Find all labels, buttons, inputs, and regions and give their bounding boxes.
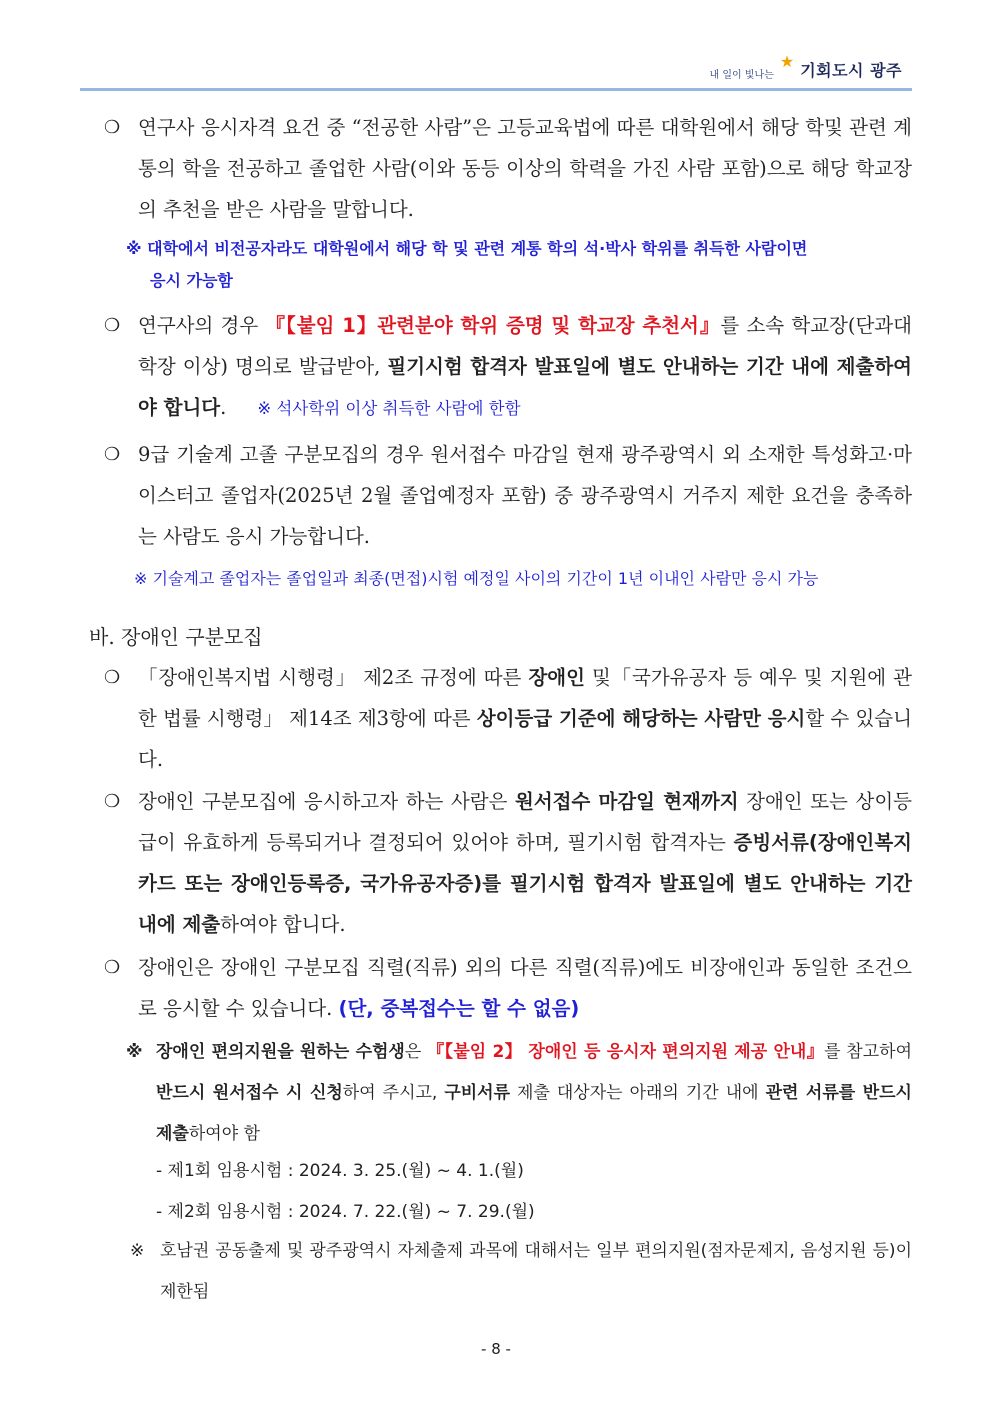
note-line: ※ 대학에서 비전공자라도 대학원에서 해당 학 및 관련 계통 학의 석·박사 학위를 취득한 사람이면 <box>126 239 808 258</box>
text-span: 장애인은 장애인 구분모집 직렬(직류) 외의 다른 직렬(직류)에도 비장애인과 동일한 조건으로 응시할 수 있습니다. <box>138 956 912 1020</box>
note <box>126 1032 912 1155</box>
text-span: 장애인 또는 상이등급이 유효하게 등록되거나 결정되어 있어야 하며, 필기시험 합격자는 <box>138 790 912 854</box>
note: ※ 기술계고 졸업자는 졸업일과 최종(면접)시험 예정일 사이의 기간이 1년 이내인 사람만 응시 가능 <box>134 569 819 588</box>
item-text <box>138 305 912 429</box>
inline-note: ※ 석사학위 이상 취득한 사람에 한함 <box>257 399 521 418</box>
circle-bullet-icon: ❍ <box>104 791 121 812</box>
logo-title: 기회도시 광주 <box>800 61 902 80</box>
text-span: 장애인 구분모집에 응시하고자 하는 사람은 <box>138 790 515 813</box>
emphasis-text: 구비서류 <box>444 1083 511 1103</box>
list-item <box>104 781 912 945</box>
header-divider <box>80 88 912 91</box>
star-icon: ★ <box>779 52 795 71</box>
section-heading: 바. 장애인 구분모집 <box>89 625 263 649</box>
item-text <box>138 657 912 780</box>
logo-slogan: 내 일이 빛나는 <box>709 70 774 81</box>
schedule-line: - 제1회 임용시험 : 2024. 3. 25.(월) ~ 4. 1.(월) <box>156 1161 524 1181</box>
text-span: 를 참고하여 <box>824 1042 912 1062</box>
page-number: - 8 - <box>481 1340 511 1358</box>
emphasis-text: 증빙서류(장애인복지카드 또는 장애인등록증, 국가유공자증)를 필기시험 합격자 발표일에 별도 안내하는 기간 내에 제출 <box>138 831 912 936</box>
text-span: 및「국가유공자 등 예우 및 지원에 관한 법률 시행령」 제14조 제3항에 따른 <box>138 666 912 730</box>
reference-mark-icon: ※ <box>130 1241 145 1261</box>
note-text: 호남권 공동출제 및 광주광역시 자체출제 과목에 대해서는 일부 편의지원(점자문제지, 음성지원 등)이 제한됨 <box>160 1241 912 1302</box>
emphasis-text: 필기시험 합격자 발표일에 별도 안내하는 기간 내에 제출하여야 합니다 <box>138 355 913 419</box>
note <box>130 1231 912 1313</box>
circle-bullet-icon: ❍ <box>104 444 121 465</box>
text-span: 연구사의 경우 <box>138 314 266 337</box>
emphasis-text: 장애인 <box>528 666 585 689</box>
text-span: 를 소속 학교장(단과대학장 이상) 명의로 발급받아, <box>138 314 912 378</box>
header-logo <box>709 52 902 81</box>
circle-bullet-icon: ❍ <box>104 315 121 336</box>
item-text <box>138 781 912 945</box>
emphasis-text: 관련 서류를 반드시 제출 <box>156 1083 912 1144</box>
list-item <box>104 657 912 780</box>
note-text <box>156 1032 912 1155</box>
text-span: 하여야 함 <box>188 1124 260 1144</box>
text-span: 할 수 있습니다. <box>138 707 912 771</box>
reference-mark-icon: ※ <box>126 1042 143 1062</box>
text-span: 하여야 합니다. <box>220 913 346 936</box>
emphasis-text: 원서접수 마감일 현재까지 <box>514 790 739 813</box>
item-text: 연구사 응시자격 요건 중 “전공한 사람”은 고등교육법에 따른 대학원에서 해당 학및 관련 계통의 학을 전공하고 졸업한 사람(이와 동등 이상의 학력을 가진 사람 포함)으로 해당 학교장의 추천을 받은 사람을 말합니다. <box>138 116 912 221</box>
emphasis-text: (단, 중복접수는 할 수 없음) <box>338 997 580 1020</box>
text-span: . <box>220 396 227 419</box>
text-span: 하여 주시고, <box>342 1083 445 1103</box>
text-span: 은 <box>404 1042 428 1062</box>
emphasis-text: 반드시 원서접수 시 신청 <box>156 1083 343 1103</box>
emphasis-text: 장애인 편의지원을 원하는 수험생 <box>156 1042 405 1062</box>
list-item <box>104 107 912 230</box>
circle-bullet-icon: ❍ <box>104 667 121 688</box>
note <box>126 233 916 297</box>
list-item <box>104 305 912 429</box>
circle-bullet-icon: ❍ <box>104 117 121 138</box>
note-line: 응시 가능함 <box>150 271 233 290</box>
item-text: 9급 기술계 고졸 구분모집의 경우 원서접수 마감일 현재 광주광역시 외 소재한 특성화고·마이스터고 졸업자(2025년 2월 졸업예정자 포함) 중 광주광역시 거주지 제한 요건을 충족하는 사람도 응시 가능합니다. <box>138 443 912 548</box>
emphasis-text: 상이등급 기준에 해당하는 사람만 응시 <box>476 707 806 730</box>
schedule-line: - 제2회 임용시험 : 2024. 7. 22.(월) ~ 7. 29.(월) <box>156 1202 535 1222</box>
attachment-reference: 『【붙임 2】 장애인 등 응시자 편의지원 제공 안내』 <box>427 1042 825 1062</box>
attachment-reference: 『【붙임 1】관련분야 학위 증명 및 학교장 추천서』 <box>265 314 721 337</box>
list-item <box>104 947 912 1029</box>
text-span: 제출 대상자는 아래의 기간 내에 <box>510 1083 766 1103</box>
item-text <box>138 947 912 1029</box>
circle-bullet-icon: ❍ <box>104 957 121 978</box>
list-item <box>104 434 912 557</box>
text-span: 「장애인복지법 시행령」 제2조 규정에 따른 <box>138 666 529 689</box>
